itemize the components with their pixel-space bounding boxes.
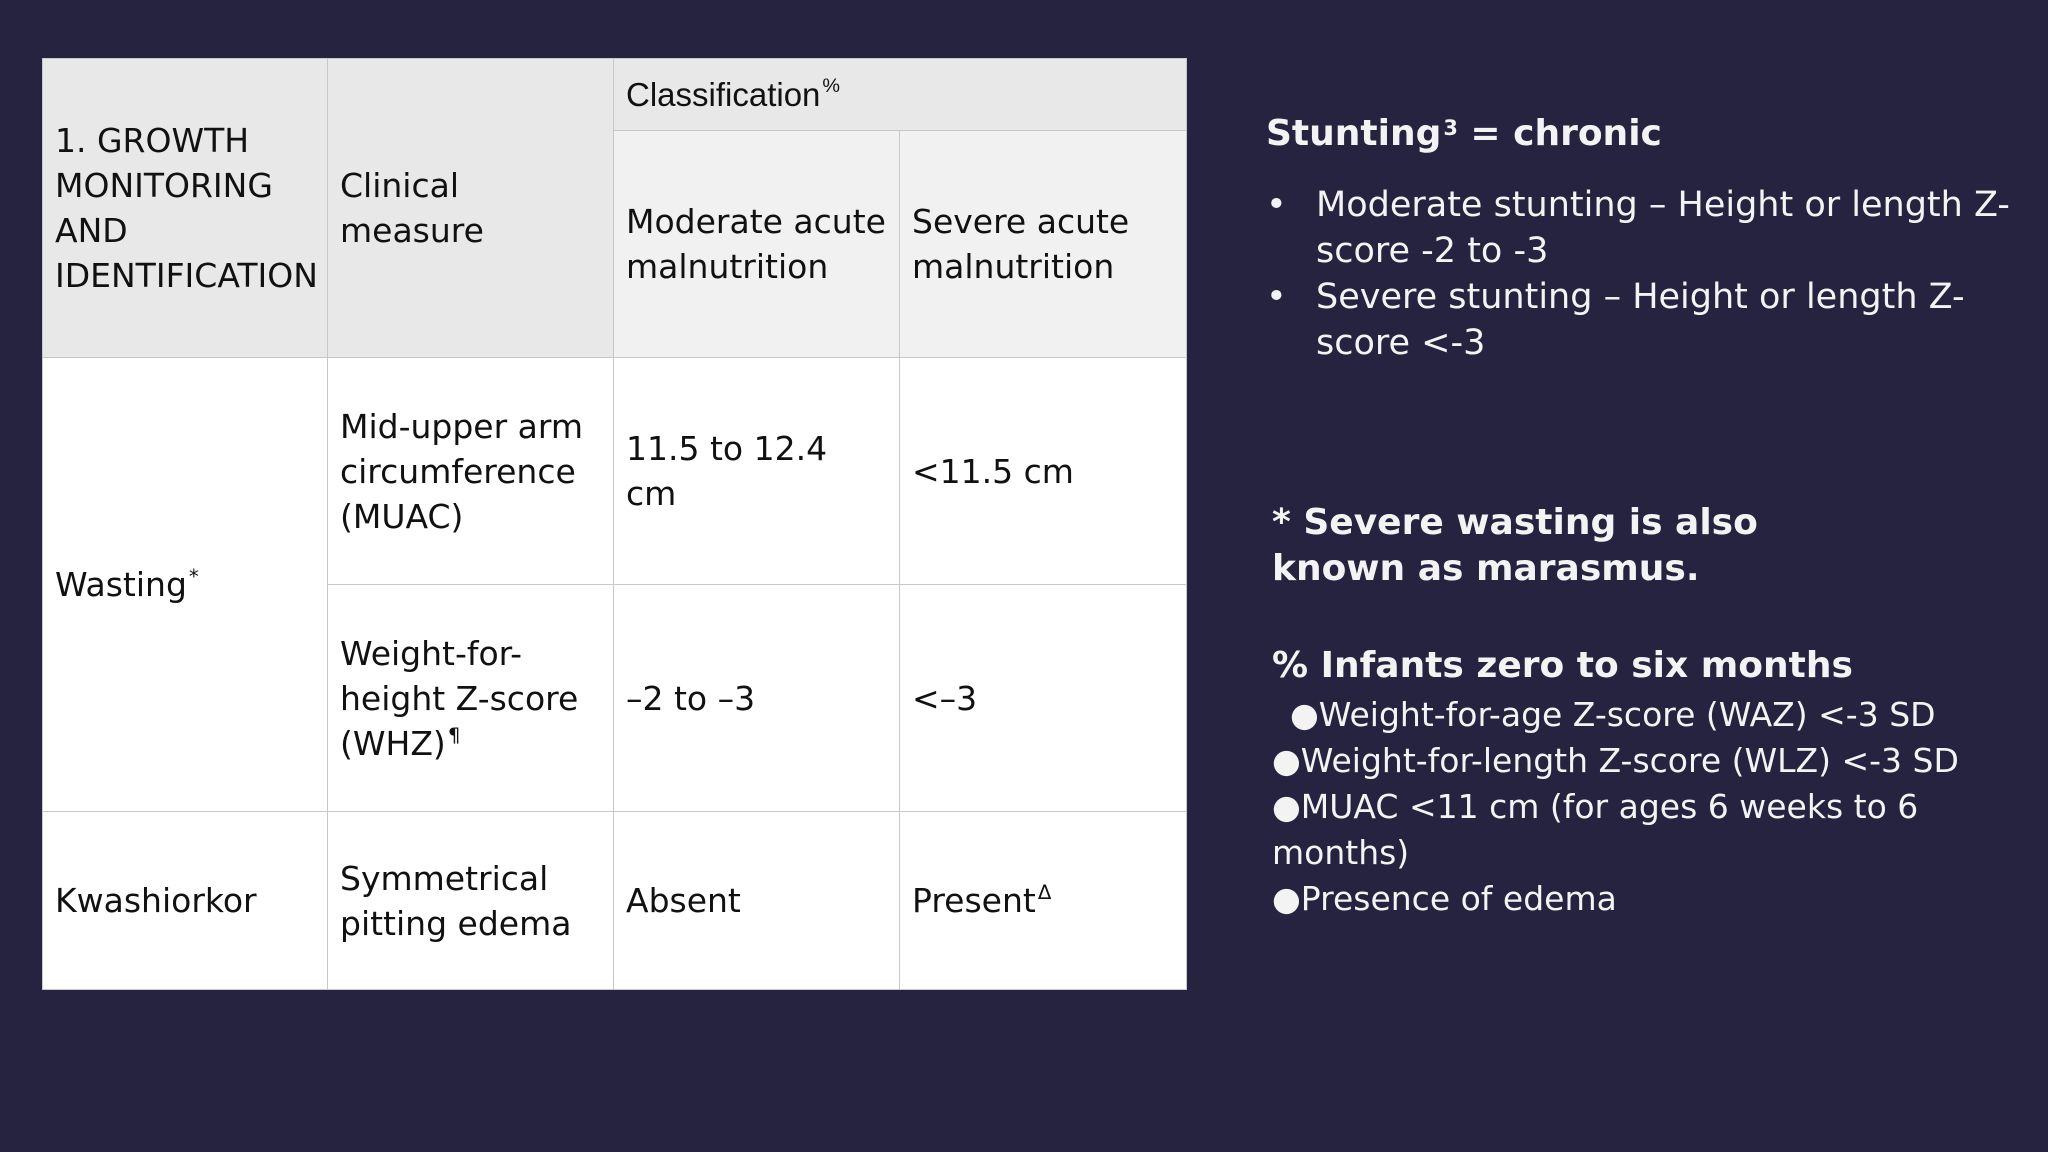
wasting-note: * Severe wasting is also known as marasmus.	[1272, 502, 1758, 589]
present-footnote-mark: Δ	[1037, 881, 1052, 904]
moderate-value-cell: Absent	[614, 812, 900, 990]
wasting-footnote-mark: *	[188, 565, 199, 588]
list-item: ●MUAC <11 cm (for ages 6 weeks to 6 months)	[1272, 787, 1919, 872]
corner-header: 1. GROWTH MONITORING AND IDENTIFICATION	[43, 59, 328, 358]
stunting-section	[1266, 108, 2026, 366]
measure-cell	[328, 585, 614, 812]
list-item	[1266, 182, 2026, 274]
bullet-text: Moderate stunting – Height or length Z-score -2 to -3	[1316, 185, 2010, 271]
condition-cell-wasting	[43, 358, 328, 812]
table-row	[43, 812, 1187, 990]
list-item	[1266, 274, 2026, 366]
classification-header	[614, 59, 1187, 131]
list-item: ●Presence of edema	[1272, 879, 1617, 918]
stunting-bullet-list	[1266, 182, 2026, 366]
whz-footnote-mark: ¶	[447, 723, 461, 747]
infants-section	[1272, 640, 2012, 922]
bullet-glyph: •	[1266, 185, 1287, 225]
measure-cell: Mid-upper arm circumference (MUAC)	[328, 358, 614, 585]
measure-cell: Symmetrical pitting edema	[328, 812, 614, 990]
stunting-title-suffix: = chronic	[1457, 113, 1662, 154]
severe-value-cell: <11.5 cm	[900, 358, 1187, 585]
stunting-title-text: Stunting	[1266, 113, 1442, 154]
bullet-text: Severe stunting – Height or length Z-score <-3	[1316, 277, 1965, 363]
table-header-row	[43, 59, 1187, 131]
infants-title: % Infants zero to six months	[1272, 645, 1853, 686]
stunting-footnote-mark: 3	[1443, 116, 1458, 140]
severe-value-label: Present	[912, 881, 1036, 920]
severe-value-cell	[900, 812, 1187, 990]
malnutrition-classification-table	[42, 58, 1187, 990]
classification-label: Classification	[626, 76, 821, 113]
moderate-value-cell: –2 to –3	[614, 585, 900, 812]
moderate-value-cell: 11.5 to 12.4 cm	[614, 358, 900, 585]
classification-footnote-mark: %	[822, 75, 841, 97]
clinical-measure-header: Clinical measure	[328, 59, 614, 358]
bullet-glyph: •	[1266, 277, 1287, 317]
measure-label: Weight-for-height Z-score (WHZ)	[340, 633, 579, 763]
severe-header: Severe acute malnutrition	[900, 131, 1187, 358]
stunting-title	[1266, 108, 2026, 160]
table-row	[43, 358, 1187, 585]
condition-label: Wasting	[55, 565, 187, 604]
moderate-header: Moderate acute malnutrition	[614, 131, 900, 358]
condition-cell-kwashiorkor: Kwashiorkor	[43, 812, 328, 990]
severe-value-cell: <–3	[900, 585, 1187, 812]
list-item: ●Weight-for-age Z-score (WAZ) <-3 SD	[1290, 695, 1936, 734]
list-item: ●Weight-for-length Z-score (WLZ) <-3 SD	[1272, 741, 1959, 780]
